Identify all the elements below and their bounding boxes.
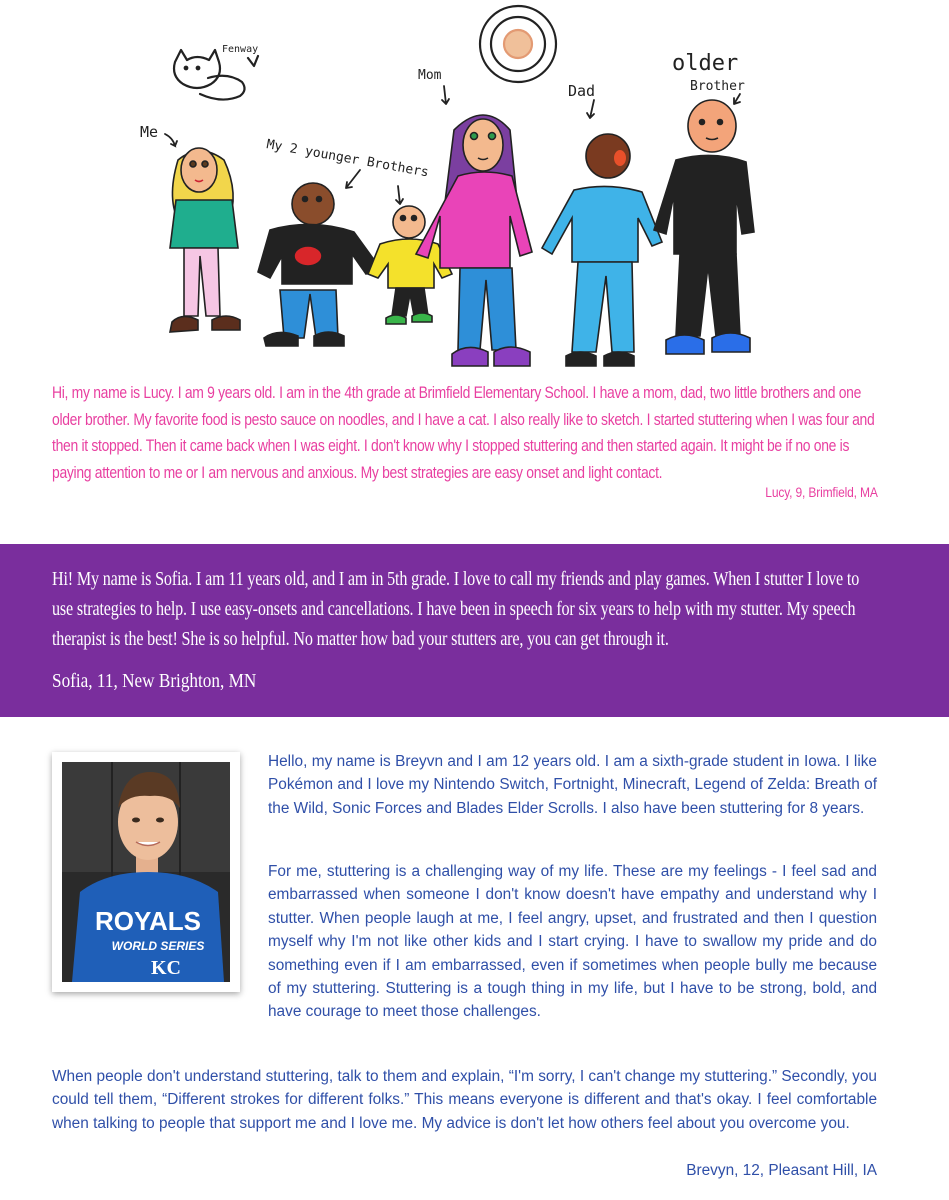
figure-dad: [542, 134, 662, 366]
lucy-signature: Lucy, 9, Brimfield, MA: [765, 484, 878, 500]
shirt-kc-logo: KC: [151, 957, 181, 979]
sofia-signature: Sofia, 11, New Brighton, MN: [52, 670, 257, 692]
sofia-story: Hi! My name is Sofia. I am 11 years old, and I am in 5th grade. I love to call my friends and play games. When I stutter I love to use strategies to help. I use easy-onsets and cancellations. I have been in speech for six years to help with my stutter. My speech therapist is the best! She is so helpful. No matter how bad your stutters are, you can get through it.: [52, 568, 860, 650]
spiral-drawing: [480, 6, 556, 82]
fenway-label: Fenway: [222, 44, 259, 55]
figure-older-brother: [654, 100, 754, 354]
dad-label: Dad: [568, 82, 596, 100]
brother-label: Brother: [690, 79, 745, 94]
cat-drawing: [174, 50, 258, 100]
mom-label: Mom: [418, 68, 442, 83]
brothers-label: My 2 younger Brothers: [265, 137, 430, 181]
sofia-section: [0, 544, 949, 717]
brevyn-paragraph-3: When people don't understand stuttering, talk to them and explain, “I'm sorry, I can't change my stuttering.” Secondly, you could tell them, “Different strokes for different folks.” This means everyone is different and that's okay. I feel comfortable when talking to people that support me and I love me. My advice is don't let how others feel about you overcome you.: [52, 1068, 877, 1132]
shirt-royals-text: ROYALS: [95, 906, 201, 936]
older-label: older: [672, 51, 739, 76]
brevyn-signature: Brevyn, 12, Pleasant Hill, IA: [686, 1162, 877, 1179]
figure-me: [170, 148, 240, 332]
shirt-world-series-text: WORLD SERIES: [111, 939, 205, 953]
me-label: Me: [140, 123, 159, 141]
lucy-story: Hi, my name is Lucy. I am 9 years old. I am in the 4th grade at Brimfield Elementary School. I have a mom, dad, two little brothers and one older brother. My favorite food is pesto sauce on noodles, and I have a cat. I also really like to sketch. I started stuttering when I was four and then it stopped. Then it came back when I was eight. I don't know why I stopped stuttering and then started again. It might be if no one is paying attention to me or I am nervous and anxious. My best strategies are easy onset and light contact.: [52, 384, 875, 482]
brevyn-paragraph-1: Hello, my name is Breyvn and I am 12 years old. I am a sixth-grade student in Iowa. I like Pokémon and I love my Nintendo Switch, Fortnight, Minecraft, Legend of Zelda: Breath of the Wild, Sonic Forces and Blades Elder Scrolls. I also have been stuttering for 8 years.: [268, 753, 877, 817]
brevyn-paragraph-2: [52, 860, 877, 1024]
figure-mom: [416, 115, 532, 366]
brevyn-paragraph-2-text: For me, stuttering is a challenging way of my life. These are my feelings - I feel sad and embarrassed when someone I don't know doesn't have empathy and understand why I stutter. When people laugh at me, I feel angry, upset, and frustrated and then I question myself why I'm not like other kids and I start crying. I have to swallow my pride and do something even if I am embarrassed, even if sometimes when people bully me because of my stuttering. Stuttering is a tough thing in my life, but I have to be strong, bold, and have courage to meet those challenges.: [268, 863, 877, 1021]
figure-younger-brother-1: [258, 183, 380, 346]
family-drawing: [0, 0, 949, 380]
